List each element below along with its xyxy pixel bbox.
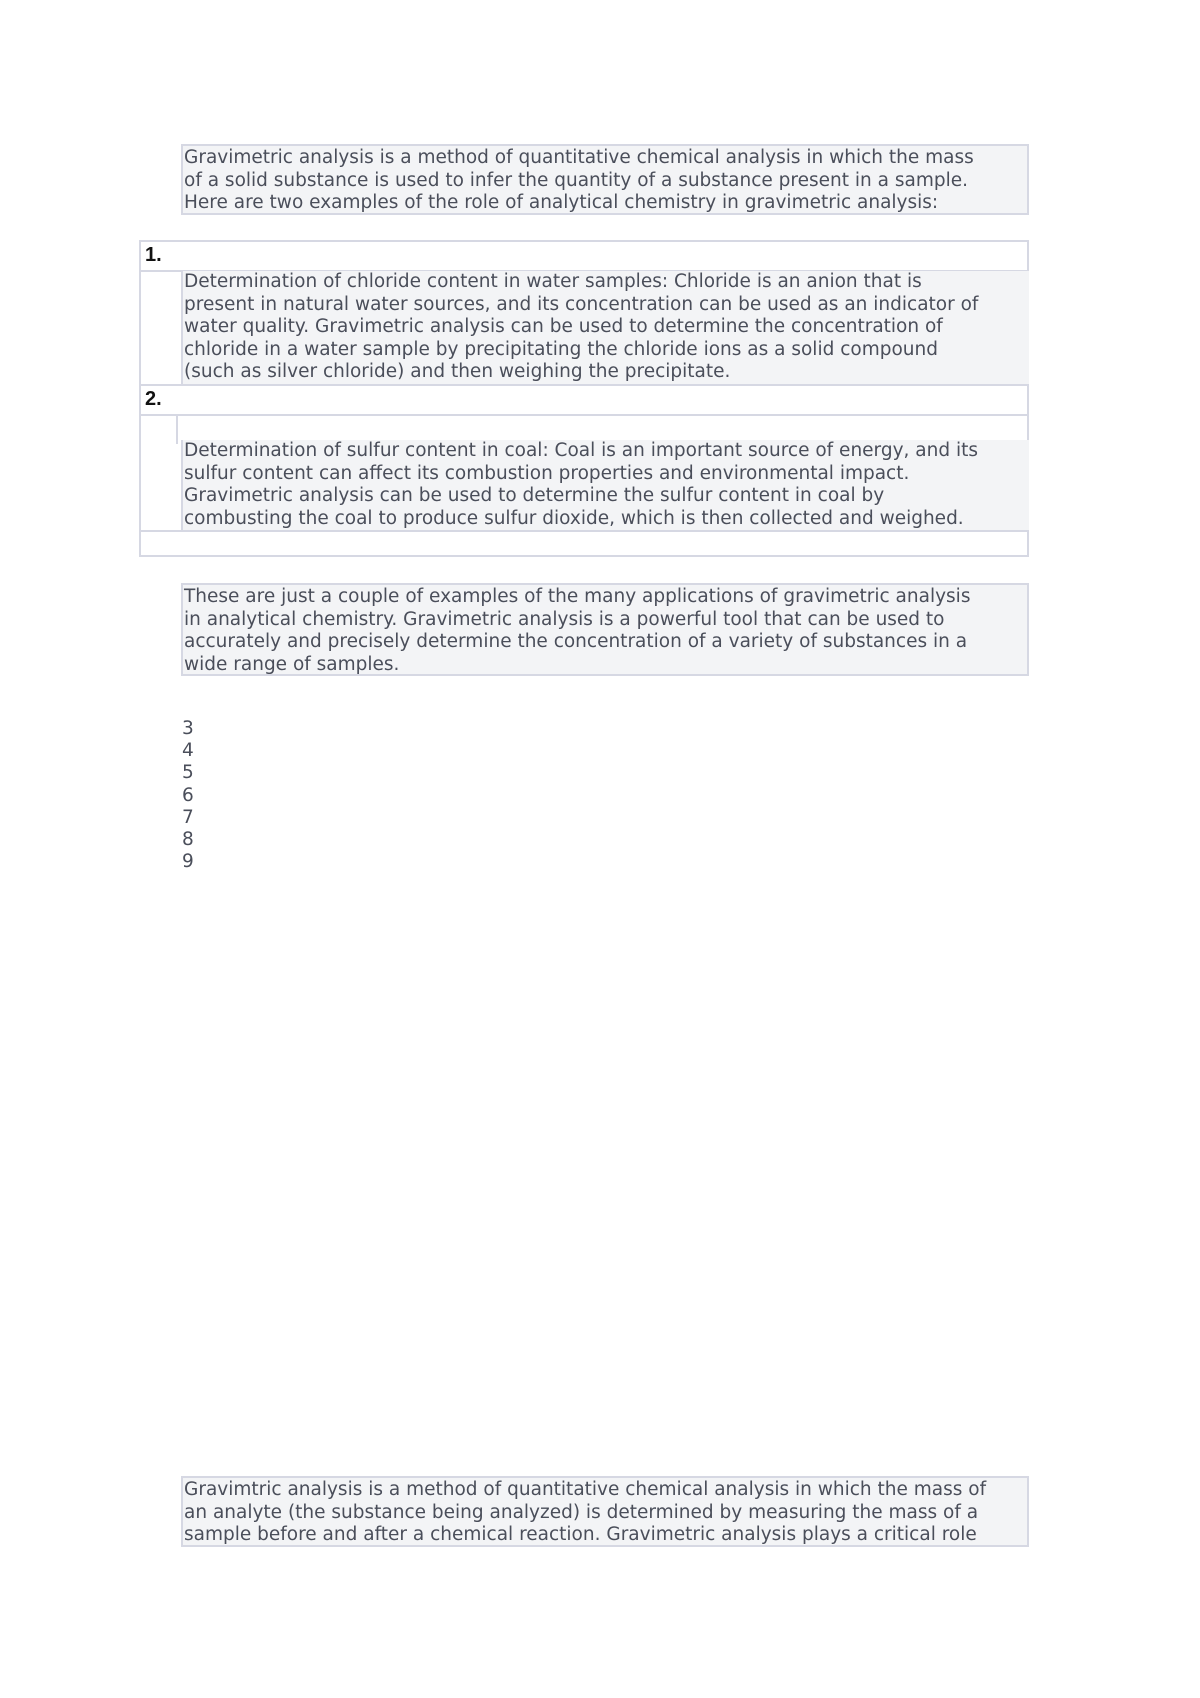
list-marker: 2.	[145, 388, 162, 410]
list-item-text	[181, 271, 1029, 384]
list-divider	[139, 414, 1029, 416]
line-number: 6	[182, 784, 194, 806]
line-number: 8	[182, 829, 194, 851]
footer-line: sample before and after a chemical reaction. Gravimetric analysis plays a critical role	[184, 1524, 977, 1545]
intro-line: Gravimetric analysis is a method of quantitative chemical analysis in which the mass	[184, 147, 974, 168]
line-number: 9	[182, 851, 194, 873]
list-line: combusting the coal to produce sulfur dioxide, which is then collected and weighed.	[184, 507, 964, 529]
list-line: Determination of sulfur content in coal: Coal is an important source of energy, and its	[184, 440, 979, 461]
list-divider	[139, 530, 1029, 532]
intro-line: of a solid substance is used to infer the quantity of a substance present in a sample.	[184, 169, 968, 191]
list-line: Gravimetric analysis can be used to determine the sulfur content in coal by	[184, 485, 885, 506]
conclusion-paragraph	[181, 583, 1029, 676]
line-number: 3	[182, 718, 194, 739]
list-item-text	[181, 440, 1029, 530]
list-line: present in natural water sources, and its concentration can be used as an indicator of	[184, 293, 979, 315]
line-number: 5	[182, 762, 194, 784]
conclusion-line: wide range of samples.	[184, 653, 400, 675]
footer-line: Gravimtric analysis is a method of quantitative chemical analysis in which the mass of	[184, 1479, 987, 1500]
list-line: Determination of chloride content in water samples: Chloride is an anion that is	[184, 271, 922, 292]
list-line: (such as silver chloride) and then weighing the precipitate.	[184, 361, 731, 382]
conclusion-line: in analytical chemistry. Gravimetric analysis is a powerful tool that can be used to	[184, 608, 945, 630]
intro-line: Here are two examples of the role of analytical chemistry in gravimetric analysis:	[184, 192, 939, 213]
line-number: 4	[182, 740, 194, 762]
list-marker: 1.	[145, 244, 162, 266]
list-line: water quality. Gravimetric analysis can be used to determine the concentration of	[184, 316, 943, 337]
footer-paragraph	[181, 1476, 1029, 1547]
list-divider	[176, 414, 178, 444]
line-number-list	[182, 718, 194, 873]
list-line: sulfur content can affect its combustion properties and environmental impact.	[184, 462, 910, 484]
footer-line: an analyte (the substance being analyzed) is determined by measuring the mass of a	[184, 1501, 979, 1523]
conclusion-line: These are just a couple of examples of the many applications of gravimetric analysis	[184, 586, 971, 607]
conclusion-line: accurately and precisely determine the concentration of a variety of substances in a	[184, 631, 968, 652]
line-number: 7	[182, 806, 194, 828]
list-divider	[139, 384, 1029, 386]
intro-paragraph	[181, 144, 1029, 215]
list-line: chloride in a water sample by precipitating the chloride ions as a solid compound	[184, 338, 938, 360]
